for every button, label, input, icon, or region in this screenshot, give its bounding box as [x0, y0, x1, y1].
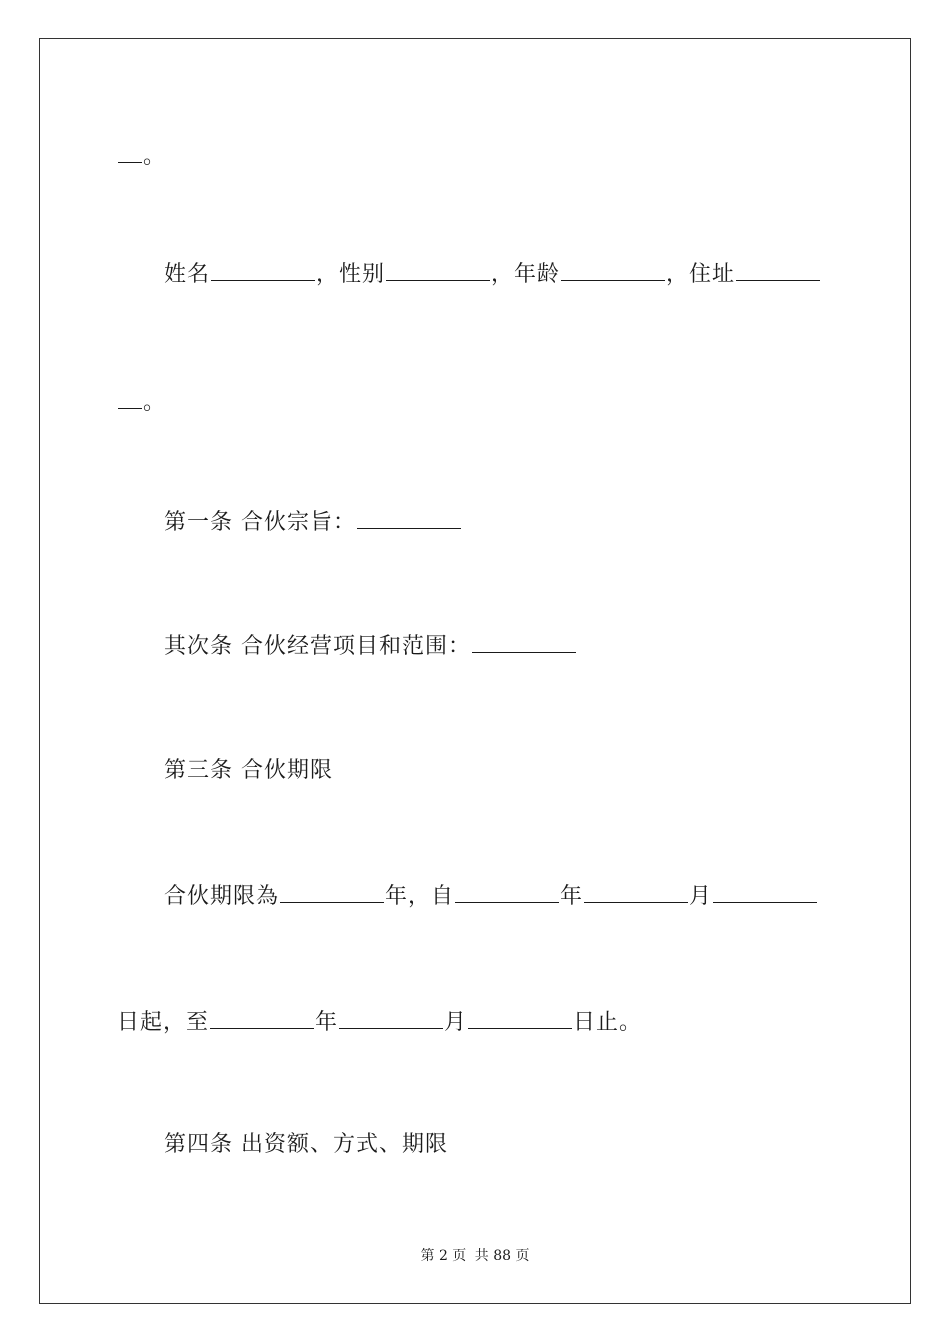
gender-label: ，性别: [316, 262, 386, 287]
month-label: 月: [689, 884, 713, 909]
page-frame: [39, 38, 911, 1304]
to-day-blank[interactable]: [468, 1008, 572, 1029]
end-label: 日止。: [573, 1010, 643, 1035]
text-line-3: [117, 388, 166, 418]
scope-blank[interactable]: [472, 632, 576, 653]
name-blank[interactable]: [211, 260, 315, 281]
to-month-label: 月: [444, 1010, 468, 1035]
page-number: 第 2 页: [420, 1248, 467, 1264]
purpose-blank[interactable]: [357, 508, 461, 529]
year-label: 年: [560, 884, 584, 909]
age-blank[interactable]: [561, 260, 665, 281]
article-4: [164, 1130, 448, 1160]
to-month-blank[interactable]: [339, 1008, 443, 1029]
to-label: 日起，至: [117, 1010, 210, 1035]
line-3-end: 。: [143, 390, 167, 415]
term-line: [164, 882, 818, 912]
blank-field[interactable]: [118, 142, 142, 163]
term-years-blank[interactable]: [280, 882, 384, 903]
article-1-label: 第一条 合伙宗旨：: [164, 510, 356, 535]
address-blank-cont[interactable]: [118, 388, 142, 409]
from-day-blank[interactable]: [713, 882, 817, 903]
text-line-1: [117, 142, 166, 172]
article-2-label: 其次条 合伙经营项目和范围：: [164, 634, 471, 659]
to-year-label: 年: [315, 1010, 339, 1035]
age-label: ，年龄: [491, 262, 561, 287]
from-month-blank[interactable]: [584, 882, 688, 903]
article-3-label: 第三条 合伙期限: [164, 758, 333, 783]
from-year-blank[interactable]: [455, 882, 559, 903]
page-footer: [0, 1246, 950, 1266]
article-4-label: 第四条 出资额、方式、期限: [164, 1132, 448, 1157]
page-total: 共 88 页: [474, 1248, 530, 1264]
address-label: ，住址: [666, 262, 736, 287]
from-label: 年，自: [385, 884, 455, 909]
address-blank[interactable]: [736, 260, 820, 281]
term-line-cont: [117, 1008, 642, 1038]
text-line-2: [164, 260, 821, 290]
term-label: 合伙期限為: [164, 884, 280, 909]
article-2: [164, 632, 577, 662]
article-3: [164, 756, 333, 786]
line-1-end: 。: [143, 144, 167, 169]
to-year-blank[interactable]: [210, 1008, 314, 1029]
article-1: [164, 508, 462, 538]
gender-blank[interactable]: [386, 260, 490, 281]
name-label: 姓名: [164, 262, 211, 287]
